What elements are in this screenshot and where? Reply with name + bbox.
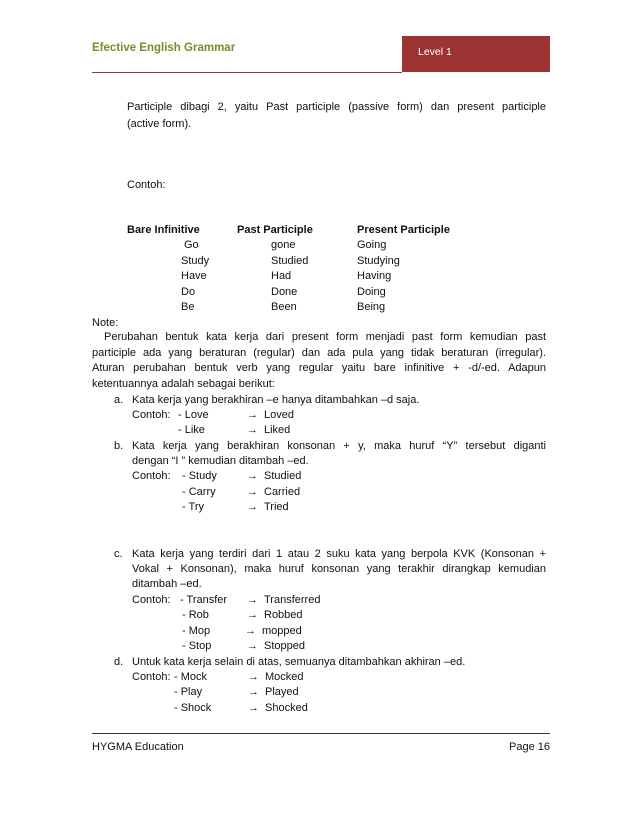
table-cell: Having <box>357 270 392 282</box>
example-base: - Mop <box>182 625 211 637</box>
arrow-icon: → <box>248 686 259 698</box>
arrow-icon: → <box>247 486 258 498</box>
col-header-bare-infinitive: Bare Infinitive <box>127 224 200 236</box>
table-cell: Been <box>271 301 297 313</box>
example-base: - Shock <box>174 702 212 714</box>
contoh-label: Contoh: <box>127 179 166 191</box>
note-line-4: ketentuannya adalah sebagai berikut: <box>92 378 275 390</box>
table-cell: Go <box>184 239 199 251</box>
rule-b-line-1: Kata kerja yang berakhiran konsonan + y, maka huruf “Y” tersebut diganti <box>132 440 546 452</box>
arrow-icon: → <box>248 702 259 714</box>
arrow-icon: → <box>248 671 259 683</box>
example-result: Tried <box>264 501 289 513</box>
example-base: - Like <box>178 424 205 436</box>
example-result: Carried <box>264 486 301 498</box>
table-cell: Doing <box>357 286 386 298</box>
example-result: Stopped <box>264 640 305 652</box>
example-base: - Carry <box>182 486 216 498</box>
example-result: Shocked <box>265 702 308 714</box>
example-result: Studied <box>264 470 302 482</box>
example-base: - Mock <box>174 671 207 683</box>
rule-c-marker: c. <box>114 548 123 560</box>
page-number: Page 16 <box>509 741 550 753</box>
header-rule <box>92 72 402 73</box>
table-cell: Going <box>357 239 387 251</box>
col-header-past-participle: Past Participle <box>237 224 313 236</box>
example-base: - Transfer <box>180 594 228 606</box>
arrow-icon: → <box>247 409 258 421</box>
col-header-present-participle: Present Participle <box>357 224 450 236</box>
example-result: Mocked <box>265 671 304 683</box>
level-badge: Level 1 <box>402 36 550 72</box>
table-cell: Do <box>181 286 196 298</box>
rule-b-marker: b. <box>114 440 124 452</box>
table-cell: Have <box>181 270 207 282</box>
table-cell: Be <box>181 301 195 313</box>
example-base: - Love <box>178 409 209 421</box>
rule-a-text: Kata kerja yang berakhiran –e hanya ditambahkan –d saja. <box>132 394 420 406</box>
example-result: mopped <box>262 625 302 637</box>
arrow-icon: → <box>247 594 258 606</box>
arrow-icon: → <box>245 625 256 637</box>
intro-line-2: (active form). <box>127 118 192 130</box>
example-base: - Rob <box>182 609 209 621</box>
table-cell: Done <box>271 286 298 298</box>
example-base: - Stop <box>182 640 212 652</box>
note-label: Note: <box>92 317 119 329</box>
table-cell: Studying <box>357 255 400 267</box>
example-base: - Try <box>182 501 204 513</box>
example-result: Played <box>265 686 299 698</box>
arrow-icon: → <box>247 424 258 436</box>
arrow-icon: → <box>247 470 258 482</box>
rule-d-marker: d. <box>114 656 124 668</box>
rule-c-line-3: ditambah –ed. <box>132 578 202 590</box>
table-cell: Study <box>181 255 210 267</box>
table-cell: Studied <box>271 255 309 267</box>
rule-d-text: Untuk kata kerja selain di atas, semuanya ditambahkan akhiran –ed. <box>132 656 466 668</box>
arrow-icon: → <box>247 501 258 513</box>
example-result: Loved <box>264 409 294 421</box>
example-base: - Play <box>174 686 203 698</box>
example-base: - Study <box>182 470 217 482</box>
example-result: Liked <box>264 424 291 436</box>
arrow-icon: → <box>247 640 258 652</box>
rule-a-marker: a. <box>114 394 124 406</box>
note-line-1: Perubahan bentuk kata kerja dari present form menjadi past form kemudian past <box>104 331 546 343</box>
example-result: Transferred <box>264 594 321 606</box>
table-cell: Had <box>271 270 292 282</box>
rule-a-contoh: Contoh: <box>132 409 171 421</box>
note-line-3: Aturan perubahan bentuk verb yang regular yaitu bare infinitive + -d/-ed. Adapun <box>92 362 546 374</box>
intro-line-1: Participle dibagi 2, yaitu Past participle (passive form) dan present participle <box>127 101 546 113</box>
footer-left: HYGMA Education <box>92 741 184 753</box>
table-cell: gone <box>271 239 296 251</box>
rule-d-contoh: Contoh: <box>132 671 171 683</box>
rule-c-line-2: Vokal + Konsonan), maka huruf konsonan yang terakhir dirangkap kemudian <box>132 563 546 575</box>
rule-c-line-1: Kata kerja yang terdiri dari 1 atau 2 suku kata yang berpola KVK (Konsonan + <box>132 548 546 560</box>
rule-c-contoh: Contoh: <box>132 594 171 606</box>
table-cell: Being <box>357 301 386 313</box>
header-title: Efective English Grammar <box>92 42 236 54</box>
rule-b-line-2: dengan “I ” kemudian ditambah –ed. <box>132 455 309 467</box>
rule-b-contoh: Contoh: <box>132 470 171 482</box>
arrow-icon: → <box>247 609 258 621</box>
note-line-2: participle ada yang beraturan (regular) dan ada pula yang tidak beraturan (irregular). <box>92 347 546 359</box>
example-result: Robbed <box>264 609 303 621</box>
footer-rule <box>92 733 550 734</box>
